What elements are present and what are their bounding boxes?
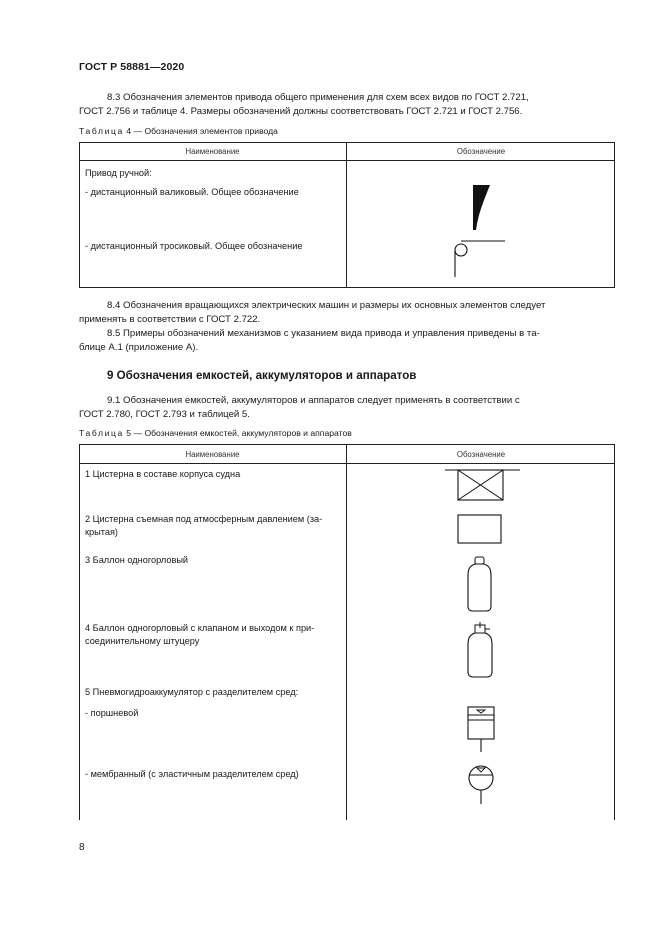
paragraph-9-1-line-1 <box>79 394 615 408</box>
cable-drive-symbol <box>447 232 507 282</box>
table-4-caption <box>79 126 278 136</box>
table-5-caption-title: 5 — Обозначения емкостей, аккумуляторов и аппаратов <box>126 428 352 438</box>
paragraph-9-1-line-2: ГОСТ 2.780, ГОСТ 2.793 и таблицей 5. <box>79 409 250 420</box>
table-5-row-2-line-2: крытая) <box>85 527 118 537</box>
table-5-header-divider <box>79 463 615 464</box>
table-5-row-5b-name: - мембранный (с эластичным разделителем сред) <box>85 769 299 779</box>
table-5-row-1-name: 1 Цистерна в составе корпуса судна <box>85 469 241 479</box>
table-4-row-2-name: - дистанционный тросиковый. Общее обозначение <box>85 241 303 251</box>
shaft-drive-symbol <box>462 180 502 238</box>
table-4-caption-title: 4 — Обозначения элементов привода <box>126 126 278 136</box>
piston-accumulator-symbol <box>463 702 499 754</box>
table-5-row-4-name <box>85 622 343 648</box>
paragraph-8-3 <box>79 91 594 119</box>
table-4 <box>79 142 615 288</box>
table-5-top-border <box>79 444 615 445</box>
table-4-column-divider <box>346 142 347 288</box>
paragraph-8-4-line-2: применять в соответствии с ГОСТ 2.722. <box>79 314 261 325</box>
paragraph-8-3-line-2: ГОСТ 2.756 и таблице 4. Размеры обозначений должны соответствовать ГОСТ 2.721 и ГОСТ 2.756. <box>79 106 523 117</box>
table-5-row-5-name: 5 Пневмогидроаккумулятор с разделителем сред: <box>85 687 299 697</box>
table-5-row-3-name: 3 Баллон одногорловый <box>85 555 189 565</box>
removable-tank-symbol <box>455 512 505 546</box>
table-5-row-4-line-1: 4 Баллон одногорловый с клапаном и выходом к при- <box>85 623 315 633</box>
table-5-row-2-line-1: 2 Цистерна съемная под атмосферным давлением (за- <box>85 514 323 524</box>
paragraph-8-5-line-2: блице А.1 (приложение А). <box>79 342 199 353</box>
table-5-row-5a-name: - поршневой <box>85 708 139 718</box>
table-4-group-label: Привод ручной: <box>85 168 152 178</box>
table-4-header-name: Наименование <box>185 147 240 156</box>
table-4-row-1-name: - дистанционный валиковый. Общее обозначение <box>85 187 299 197</box>
paragraph-8-5 <box>79 327 615 355</box>
valve-cylinder-symbol <box>460 620 500 680</box>
gas-cylinder-symbol <box>463 554 497 614</box>
table-4-header-symbol: Обозначение <box>456 147 506 156</box>
section-9-heading: 9 Обозначения емкостей, аккумуляторов и аппаратов <box>107 369 417 382</box>
paragraph-8-4-line-1 <box>79 299 615 313</box>
paragraph-9-1 <box>79 394 615 422</box>
hull-tank-symbol <box>445 464 520 506</box>
table-4-header-divider <box>79 160 615 161</box>
table-5-caption <box>79 428 352 438</box>
paragraph-8-3-text-1: 8.3 Обозначения элементов привода общего применения для схем всех видов по ГОСТ 2.721, <box>107 92 529 103</box>
table-5-row-4-line-2: соединительному штуцеру <box>85 636 200 646</box>
membrane-accumulator-symbol <box>463 762 499 808</box>
paragraph-8-3-line-1 <box>79 91 594 105</box>
paragraph-8-5-line-1 <box>79 327 615 341</box>
table-5-header-name: Наименование <box>185 450 240 459</box>
paragraph-8-4-text-1: 8.4 Обозначения вращающихся электрических машин и размеры их основных элементов следует <box>107 300 546 311</box>
page-number: 8 <box>79 842 85 853</box>
table-5-right-border <box>614 444 615 820</box>
table-5-left-border <box>79 444 80 820</box>
table-5-caption-word: Таблица <box>79 428 124 438</box>
table-5-column-divider <box>346 444 347 820</box>
paragraph-8-5-text-1: 8.5 Примеры обозначений механизмов с указанием вида привода и управления приведены в та- <box>107 328 540 339</box>
table-4-caption-word: Таблица <box>79 126 124 136</box>
table-5-row-2-name <box>85 513 343 539</box>
paragraph-8-4 <box>79 299 615 327</box>
paragraph-9-1-text-1: 9.1 Обозначения емкостей, аккумуляторов и аппаратов следует применять в соответствии с <box>107 395 520 406</box>
document-header: ГОСТ Р 58881—2020 <box>79 61 185 73</box>
table-5-header-symbol: Обозначение <box>456 450 506 459</box>
